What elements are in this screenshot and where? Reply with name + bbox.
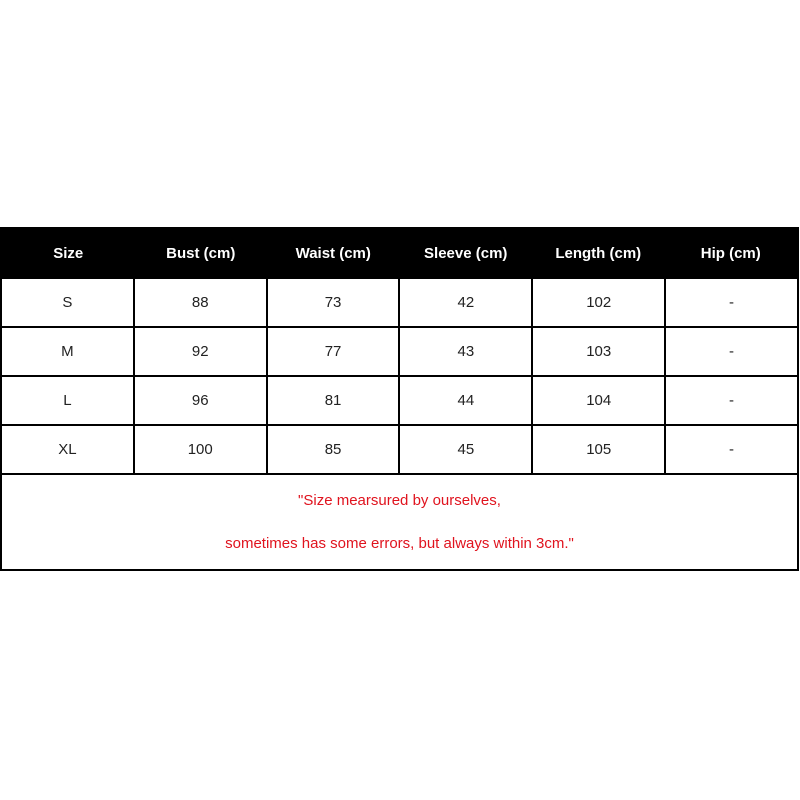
header-size: Size: [53, 244, 84, 262]
table-row: [2, 426, 797, 475]
header-length: Length (cm): [555, 244, 642, 262]
header-sleeve: Sleeve (cm): [424, 244, 508, 262]
cell-bust: 100: [135, 426, 268, 473]
cell-bust: 92: [135, 328, 268, 375]
cell-waist: 85: [268, 426, 401, 473]
cell-length: 103: [533, 328, 666, 375]
cell-size: XL: [2, 426, 135, 473]
cell-hip: -: [729, 392, 735, 409]
table-row: [2, 328, 797, 377]
cell-length: 104: [533, 377, 666, 424]
cell-sleeve: 42: [400, 279, 533, 326]
cell-size: M: [2, 328, 135, 375]
cell-waist: 81: [268, 377, 401, 424]
cell-bust: 88: [135, 279, 268, 326]
cell-hip: -: [729, 343, 735, 360]
measurement-note: [2, 475, 797, 569]
cell-length: 105: [533, 426, 666, 473]
size-chart-table: [0, 227, 799, 571]
cell-bust: 96: [135, 377, 268, 424]
table-header-row: [2, 229, 797, 279]
table-row: [2, 377, 797, 426]
header-bust: Bust (cm): [166, 244, 236, 262]
cell-waist: 73: [268, 279, 401, 326]
cell-size: L: [2, 377, 135, 424]
header-waist: Waist (cm): [295, 244, 371, 262]
note-line-2: sometimes has some errors, but always within 3cm.": [225, 535, 574, 552]
table-row: [2, 279, 797, 328]
cell-sleeve: 45: [400, 426, 533, 473]
cell-sleeve: 43: [400, 328, 533, 375]
cell-size: S: [2, 279, 135, 326]
cell-sleeve: 44: [400, 377, 533, 424]
cell-hip: -: [729, 294, 735, 311]
header-hip: Hip (cm): [700, 244, 761, 262]
cell-length: 102: [533, 279, 666, 326]
cell-waist: 77: [268, 328, 401, 375]
cell-hip: -: [729, 441, 735, 458]
note-line-1: "Size mearsured by ourselves,: [298, 492, 501, 509]
